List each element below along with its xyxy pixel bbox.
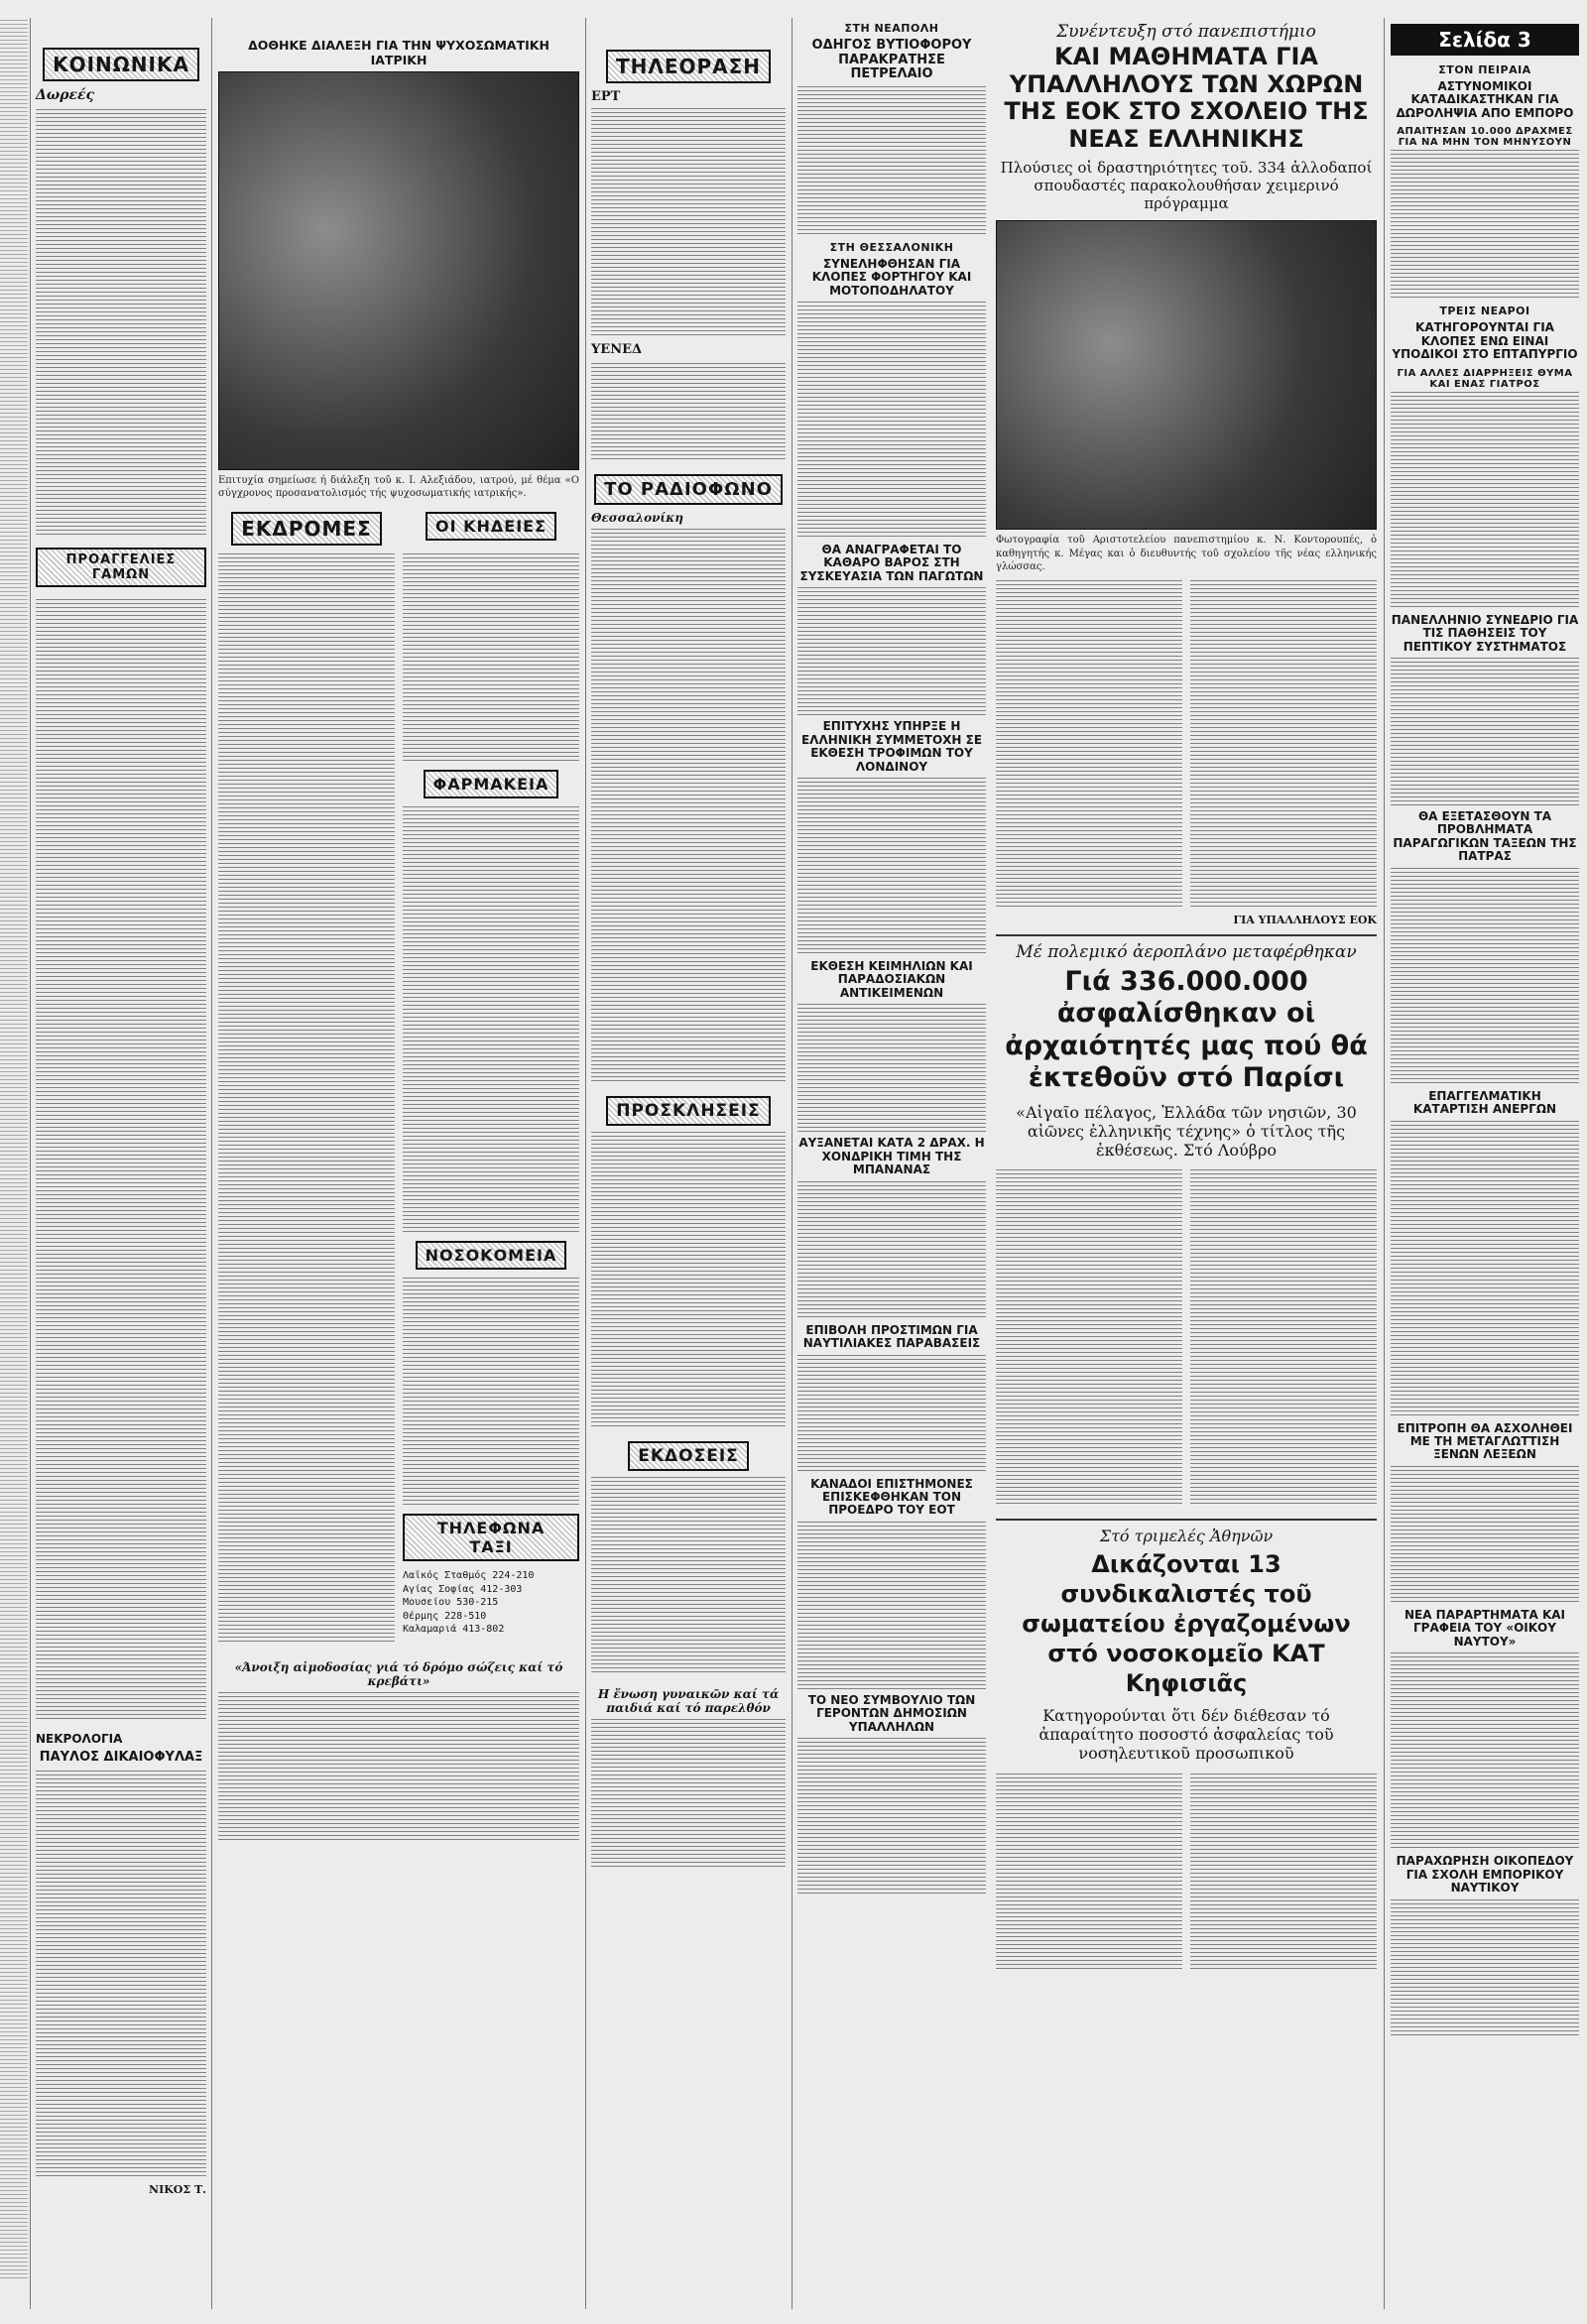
thefts-suspects-subhead: ΓΙΑ ΑΛΛΕΣ ΔΙΑΡΡΗΞΕΙΣ ΘΥΜΑ ΚΑΙ ΕΝΑΣ ΓΙΑΤΡΟΣ (1397, 367, 1573, 390)
heirlooms-headline: ΕΚΘΕΣΗ ΚΕΙΜΗΛΙΩΝ ΚΑΙ ΠΑΡΑΔΟΣΙΑΚΩΝ ΑΝΤΙΚΕΙΜΕΝΩΝ (810, 959, 973, 1000)
excursions-list (218, 551, 395, 1647)
lecture-column (218, 18, 579, 1843)
unemployed-training-headline: ΕΠΑΓΓΕΛΜΑΤΙΚΗ ΚΑΤΑΡΤΙΣΗ ΑΝΕΡΓΩΝ (1412, 1088, 1557, 1117)
patras-problems-headline: ΘΑ ΕΞΕΤΑΣΘΟΥΝ ΤΑ ΠΡΟΒΛΗΜΑΤΑ ΠΑΡΑΓΩΓΙΚΩΝ ΤΑΞΕΩΝ ΤΗΣ ΠΑΤΡΑΣ (1393, 808, 1577, 864)
shipping-fines-headline: ΕΠΙΒΟΛΗ ΠΡΟΣΤΙΜΩΝ ΓΙΑ ΝΑΥΤΙΛΙΑΚΕΣ ΠΑΡΑΒΑΣΕΙΣ (802, 1322, 981, 1351)
social-column (36, 18, 206, 2196)
ice-cream-headline: ΘΑ ΑΝΑΓΡΑΦΕΤΑΙ ΤΟ ΚΑΘΑΡΟ ΒΑΡΟΣ ΣΤΗ ΣΥΣΚΕΥΑΣΙΑ ΤΩΝ ΠΑΓΩΤΩΝ (799, 542, 984, 583)
university-kicker: Συνέντευξη στό πανεπιστήμιο (1056, 22, 1316, 42)
thefts-suspects-headline: ΚΑΤΗΓΟΡΟΥΝΤΑΙ ΓΙΑ ΚΛΟΠΕΣ ΕΝΩ ΕΙΝΑΙ ΥΠΟΔΙΚΟΙ ΣΤΟ ΕΠΤΑΠΥΡΓΙΟ (1392, 320, 1578, 362)
story-end-line: ΓΙΑ ΥΠΑΛΛΗΛΟΥΣ ΕΟΚ (1233, 913, 1377, 926)
youths-kicker: ΤΡΕΙΣ ΝΕΑΡΟΙ (1439, 305, 1530, 318)
social-header: ΚΟΙΝΩΝΙΚΑ (43, 48, 199, 81)
eec-course-headline: ΚΑΙ ΜΑΘΗΜΑΤΑ ΓΙΑ ΥΠΑΛΛΗΛΟΥΣ ΤΩΝ ΧΩΡΩΝ ΤΗΣ ΕΟΚ ΣΤΟ ΣΧΟΛΕΙΟ ΤΗΣ ΝΕΑΣ ΕΛΛΗΝΙΚΗΣ (1004, 43, 1369, 153)
retirees-council-headline: ΤΟ ΝΕΟ ΣΥΜΒΟΥΛΙΟ ΤΩΝ ΓΕΡΟΝΤΩΝ ΔΗΜΟΣΙΩΝ ΥΠΑΛΛΗΛΩΝ (807, 1692, 976, 1734)
center-stories (996, 18, 1377, 1974)
antiquities-subhead: «Αἰγαῖο πέλαγος, Ἑλλάδα τῶν νησιῶν, 30 αἰῶνες ἑλληνικῆς τέχνης» ὁ τίτλος τῆς ἐκθέσεως. Στό Λούβρο (1016, 1102, 1357, 1160)
television-header: ΤΗΛΕΟΡΑΣΗ (606, 50, 771, 83)
ert-label: ΕΡΤ (591, 89, 621, 104)
column-rule (792, 18, 793, 2309)
neapoli-kicker: ΣΤΗ ΝΕΑΠΟΛΗ (844, 22, 939, 35)
pharmacies-header: ΦΑΡΜΑΚΕΙΑ (424, 770, 559, 798)
taxi-phone-list: Λαϊκός Σταθμός 224-210 Αγίας Σοφίας 412-303 Μουσείου 530-215 Θέρμης 228-510 Καλαμαριά 413-802 (403, 1570, 535, 1636)
banana-price-headline: ΑΥΞΑΝΕΤΑΙ ΚΑΤΑ 2 ΔΡΑΧ. Η ΧΟΝΔΡΙΚΗ ΤΙΜΗ ΤΗΣ ΜΠΑΝΑΝΑΣ (798, 1136, 985, 1177)
trial-subhead: Κατηγορούνται ὅτι δέν διέθεσαν τό ἀπαραίτητο ποσοστό ἀσφαλείας τοῦ νοσηλευτικοῦ προσωπικοῦ (1038, 1706, 1334, 1764)
blood-donation-headline: «Άνοιξη αἰμοδοσίας γιά τό δρόμο σώζεις καί τό κρεβάτι» (234, 1660, 563, 1689)
hospitals-header: ΝΟΣΟΚΟΜΕΙΑ (416, 1241, 567, 1270)
cut-off-left-column (0, 18, 28, 2299)
signature: ΝΙΚΟΣ Τ. (149, 2183, 206, 2196)
column-rule (30, 18, 31, 2309)
digestive-congress-headline: ΠΑΝΕΛΛΗΝΙΟ ΣΥΝΕΔΡΙΟ ΓΙΑ ΤΙΣ ΠΑΘΗΣΕΙΣ ΤΟΥ ΠΕΠΤΙΚΟΥ ΣΥΣΤΗΜΑΤΟΣ (1391, 612, 1579, 654)
excursions-header: ΕΚΔΡΟΜΕΣ (231, 512, 382, 546)
lecture-headline: ΔΟΘΗΚΕ ΔΙΑΛΕΞΗ ΓΙΑ ΤΗΝ ΨΥΧΟΣΩΜΑΤΙΚΗ ΙΑΤΡΙΚΗ (248, 38, 549, 67)
column-rule (211, 18, 212, 2309)
trial-headline: Δικάζονται 13 συνδικαλιστές τοῦ σωματείου ἐργαζομένων στό νοσοκομεῖο ΚΑΤ Κηφισιᾶς (1022, 1550, 1351, 1698)
publications-header: ΕΚΔΟΣΕΙΣ (628, 1441, 749, 1471)
news-briefs-column (797, 18, 986, 1898)
university-photo-caption: Φωτογραφία τοῦ Αριστοτελείου πανεπιστημίου κ. Ν. Κοντορουπές, ὁ καθηγητής κ. Μέγας και ὁ διευθυντής τοῦ σχολείου τῆς νέας ελληνικής γλώσσας. (996, 535, 1377, 572)
thefts-headline: ΣΥΝΕΛΗΦΘΗΣΑΝ ΓΙΑ ΚΛΟΠΕΣ ΦΟΡΤΗΓΟΥ ΚΑΙ ΜΟΤΟΠΟΔΗΛΑΤΟΥ (811, 256, 972, 298)
naval-school-headline: ΠΑΡΑΧΩΡΗΣΗ ΟΙΚΟΠΕΔΟΥ ΓΙΑ ΣΧΟΛΗ ΕΜΠΟΡΙΚΟΥ ΝΑΥΤΙΚΟΥ (1396, 1854, 1574, 1896)
foreign-words-committee-headline: ΕΠΙΤΡΟΠΗ ΘΑ ΑΣΧΟΛΗΘΕΙ ΜΕ ΤΗ ΜΕΤΑΓΛΩΤΤΙΣΗ ΞΕΝΩΝ ΛΕΞΕΩΝ (1397, 1420, 1573, 1462)
wedding-announcements-header: ΠΡΟΑΓΓΕΛΙΕΣ ΓΑΜΩΝ (36, 548, 206, 587)
antiquities-headline: Γιά 336.000.000 ἀσφαλίσθηκαν οἱ ἀρχαιότητές μας πού θά ἐκτεθοῦν στό Παρίσι (1005, 965, 1368, 1094)
trial-kicker: Στό τριμελές Ἀθηνῶν (1099, 1527, 1274, 1546)
radio-header: ΤΟ ΡΑΔΙΟΦΩΝΟ (594, 474, 783, 505)
university-photo (996, 220, 1377, 530)
invitations-header: ΠΡΟΣΚΛΗΣΕΙΣ (606, 1096, 770, 1126)
womens-union-headline: Η ἔνωση γυναικῶν καί τά παιδιά καί τό παρελθόν (597, 1687, 780, 1715)
yened-label: ΥΕΝΕΔ (591, 342, 643, 357)
taxi-phones-header: ΤΗΛΕΦΩΝΑ ΤΑΞΙ (403, 1514, 579, 1561)
column-rule (585, 18, 586, 2309)
lecture-photo (218, 71, 579, 470)
funerals-header: ΟΙ ΚΗΔΕΙΕΣ (426, 512, 556, 541)
canadian-scientists-headline: ΚΑΝΑΔΟΙ ΕΠΙΣΤΗΜΟΝΕΣ ΕΠΙΣΚΕΦΘΗΚΑΝ ΤΟΝ ΠΡΟΕΔΡΟ ΤΟΥ ΕΟΤ (810, 1476, 973, 1518)
bribery-headline: ΑΣΤΥΝΟΜΙΚΟΙ ΚΑΤΑΔΙΚΑΣΤΗΚΑΝ ΓΙΑ ΔΩΡΟΛΗΨΙΑ ΑΠΟ ΕΜΠΟΡΟ (1396, 79, 1574, 120)
eec-course-subhead: Πλούσιες οἱ δραστηριότητες τοῦ. 334 ἀλλοδαποί σπουδαστές παρακολουθήσαν χειμερινό πρόγραμμα (1000, 159, 1373, 213)
funerals-and-services (403, 551, 579, 1647)
obituary-header: ΝΕΚΡΟΛΟΓΙΑ (36, 1732, 123, 1746)
tv-radio-column (591, 18, 786, 1870)
column-rule (1384, 18, 1385, 2309)
antiquities-kicker: Μέ πολεμικό ἀεροπλάνο μεταφέρθηκαν (1016, 941, 1357, 962)
obituary-name: ΠΑΥΛΟΣ ΔΙΚΑΙΟΦΥΛΑΞ (39, 1750, 203, 1765)
sailors-house-headline: ΝΕΑ ΠΑΡΑΡΤΗΜΑΤΑ ΚΑΙ ΓΡΑΦΕΙΑ ΤΟΥ «ΟΙΚΟΥ ΝΑΥΤΟΥ» (1404, 1607, 1566, 1649)
piraeus-kicker: ΣΤΟΝ ΠΕΙΡΑΙΑ (1438, 63, 1531, 76)
donations-subhead: Δωρεές (36, 87, 95, 103)
lecture-caption: Επιτυχία σημείωσε ή διάλεξη τοῦ κ. Ι. Αλεξιάδου, ιατρού, μέ θέμα «Ο σύγχρονος προσανατολισμός τής ψυχοσωματικής ιατρικής». (218, 475, 579, 500)
page-number-label: Σελίδα 3 (1391, 24, 1579, 56)
thessaloniki-kicker: ΣΤΗ ΘΕΣΣΑΛΟΝΙΚΗ (829, 240, 954, 254)
tanker-driver-headline: ΟΔΗΓΟΣ ΒΥΤΙΟΦΟΡΟΥ ΠΑΡΑΚΡΑΤΗΣΕ ΠΕΤΡΕΛΑΙΟ (811, 38, 972, 82)
london-expo-headline: ΕΠΙΤΥΧΗΣ ΥΠΗΡΞΕ Η ΕΛΛΗΝΙΚΗ ΣΥΜΜΕΤΟΧΗ ΣΕ ΕΚΘΕΣΗ ΤΡΟΦΙΜΩΝ ΤΟΥ ΛΟΝΔΙΝΟΥ (800, 719, 983, 774)
right-column (1391, 18, 1579, 2040)
bribery-subhead: ΑΠΑΙΤΗΣΑΝ 10.000 ΔΡΑΧΜΕΣ ΓΙΑ ΝΑ ΜΗΝ ΤΟΝ ΜΗΝΥΣΟΥΝ (1397, 126, 1573, 149)
thessaloniki-label: Θεσσαλονίκη (591, 511, 683, 525)
